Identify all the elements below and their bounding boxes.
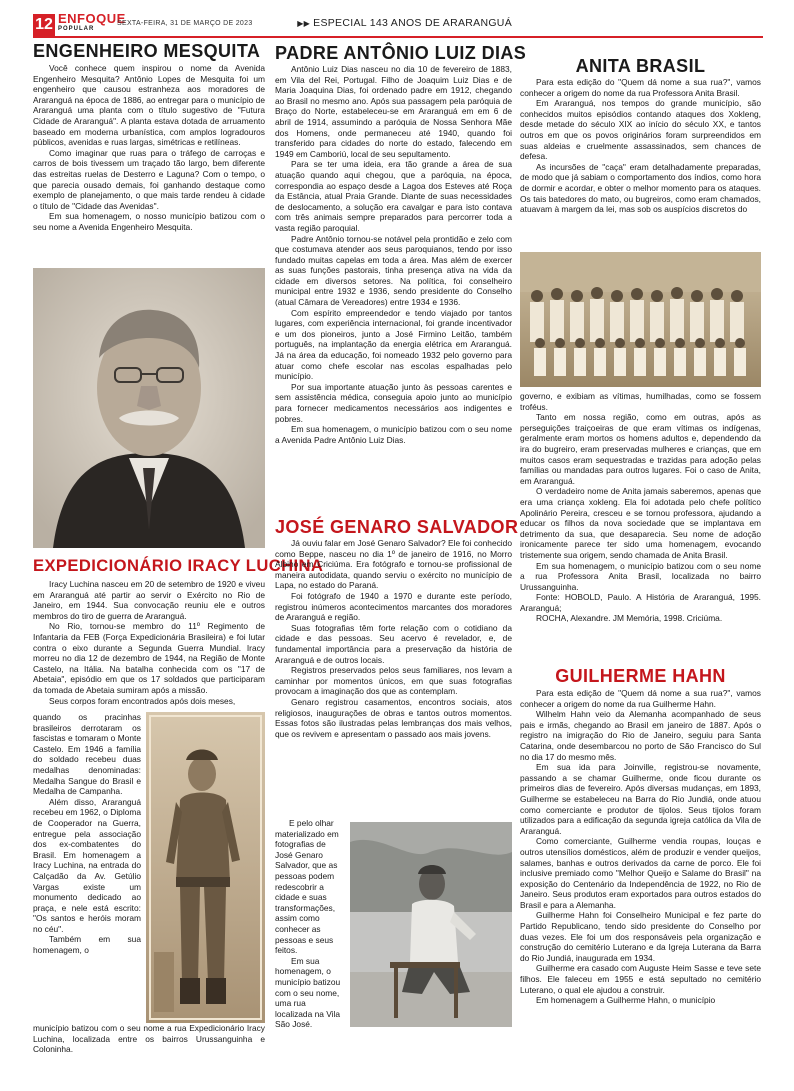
paragraph: Em sua homenagem, o município batizou com o seu nome a Avenida Padre Antônio Luiz Dias. [275, 424, 512, 445]
article-body [275, 64, 512, 445]
section-title [297, 17, 512, 29]
paragraph: Antônio Luiz Dias nasceu no dia 10 de fevereiro de 1883, em Vila del Rei, Portugal. Filho de Joaquim Luiz Dias e de Maria Joaquina Dias, foi ordenado padre em 1912, chegando ao Brasil no mesmo ano. Após sua passagem pela paróquia de Braço do Norte, estabeleceu-se em Araranguá em em 6 de abril de 1914, assumindo a paróquia de Nossa Senhora Mãe dos Homens, onde permaneceu até 1940, quando foi transferido para cidades do norte do estado, falecendo em 1949 em Camboriú, local de seu sepultamento. [275, 64, 512, 159]
paragraph: Em sua homenagem, o município batizou com o seu nome a rua Professora Anita Brasil, localizada no bairro Urussanguinha. [520, 560, 761, 592]
luchina-side-text [33, 712, 141, 956]
genaro-side-text [275, 818, 345, 1030]
source-credit: ROCHA, Alexandre. JM Memória, 1998. Criciúma. [536, 613, 723, 624]
luchina-soldier-photo [146, 712, 265, 1023]
portrait-illustration [33, 268, 265, 548]
paragraph: município batizou com o seu nome a rua Expedicionário Iracy Luchina, localizada entre os bairros Urussanguinha e Coloninha. [33, 1023, 265, 1055]
soldier-illustration [146, 712, 265, 1023]
paragraph: Wilhelm Hahn veio da Alemanha acompanhado de seus pais e irmãs, chegando ao Brasil em janeiro de 1887. Após o registro na imigração do Rio de Janeiro, seguiu para Santa Catarina, onde desembarcou no porto de São Francisco do Sul no dia 17 do mesmo mês. [520, 709, 761, 762]
page-header [0, 0, 794, 38]
article-mesquita [33, 41, 265, 233]
paragraph: Seus corpos foram encontrados após dois meses, [49, 695, 236, 706]
paragraph: Em sua homenagem, o município batizou com o seu nome, uma rua localizada na Vila São José. [275, 955, 341, 1030]
article-title: ANITA BRASIL [575, 56, 706, 76]
paragraph: E pelo olhar materializado em fotografias de José Genaro Salvador, que as pessoas podem redescobrir a cidade e suas transformações, assim como conhecer as pessoas e seus feitos. [275, 818, 339, 956]
article-title: EXPEDICIONÁRIO IRACY LUCHINA [33, 556, 324, 575]
article-luchina [33, 556, 324, 706]
paragraph: Por sua importante atuação junto às pessoas carentes e sem assistência médica, conseguia apoio junto ao município para fornecer medicamentos necessários aos indigentes e pobres. [275, 381, 512, 424]
paragraph: Já ouviu falar em José Genaro Salvador? Ele foi conhecido como Beppe, nasceu no dia 1º de janeiro de 1916, no Morro Albino em Criciúma. Era fotógrafo e tornou-se profissional de maneira autodidata, quando serviu o exército no município de Lapa, no estado do Paraná. [275, 538, 512, 591]
anita-body-continued [520, 391, 761, 624]
double-arrow-icon: ▶▶ [297, 19, 311, 28]
article-body [33, 579, 265, 706]
section-label: ESPECIAL 143 ANOS DE ARARANGUÁ [313, 17, 512, 29]
paragraph: Você conhece quem inspirou o nome da Avenida Engenheiro Mesquita? Antônio Lopes de Mesquita foi um engenheiro que causou estranheza aos moradores de Araranguá na época de 1886, ao entregar para o município de Araranguá uma planta com o título sugestivo de "Futura Cidade de Araranguá". A planta estava dotada de arruamento baseado em moderna urbanística, com amplos logradouros públicos, avenidas e ruas largas, simétricas e retilíneas. [33, 63, 265, 148]
paragraph: No Rio, tornou-se membro do 11º Regimento de Infantaria da FEB (Força Expedicionária Brasileira) e foi lutar contra o eixo durante a Segunda Guerra Mundial. Iracy morreu no dia 12 de dezembro de 1944, na Região de Monte Castelo, na Itália. Na batalha conhecida com os "17 de Abetaia", episódio em que os 17 soldados que participaram da tomada de Abetaia sumiram após a missão. [33, 621, 265, 695]
paragraph: Para esta edição de "Quem dá nome a sua rua?", vamos conhecer a origem do nome da rua Guilherme Hahn. [520, 688, 761, 709]
article-genaro [275, 517, 519, 739]
article-hahn [520, 666, 761, 1006]
paragraph: Suas fotografias têm forte relação com o cotidiano da cidade e das pessoas. Seu acervo é revelador, e, de fundamental importância para a preservação da história de Araranguá e de outros locais. [275, 622, 512, 665]
paragraph: Em sua homenagem, o nosso município batizou com o seu nome a Avenida Engenheiro Mesquita. [33, 211, 265, 232]
paragraph: governo, e exibiam as vítimas, humilhadas, como se fossem troféus. [520, 391, 761, 412]
article-title: PADRE ANTÔNIO LUIZ DIAS [275, 43, 527, 63]
paragraph: Registros preservados pelos seus familiares, nos levam a caminhar por momentos únicos, em que suas fotografias provocam a imaginação dos que as contemplam. [275, 665, 512, 697]
mesquita-portrait-photo [33, 268, 265, 548]
article-title: ENGENHEIRO MESQUITA [33, 41, 261, 61]
genaro-photographer-photo [350, 822, 512, 1027]
article-padre [275, 43, 527, 445]
paragraph: Além disso, Araranguá recebeu em 1962, o Diploma de Cooperador na Guerra, entregue pela associação dos ex-combatentes do Brasil. Em homenagem a Iracy Luchina, na entrada do Calçadão da Av. Getúlio Vargas existe um monumento dedicado ao praça, e nele está escrito: "Os santos e heróis moram no céu". [33, 796, 141, 934]
paragraph: Para esta edição do "Quem dá nome a sua rua?", vamos conhecer a origem do nome da rua Professora Anita Brasil. [520, 77, 761, 98]
paragraph: O verdadeiro nome de Anita jamais saberemos, apenas que era uma criança xokleng. Ela foi adotada pelo chefe político Apolinário Pereira, cresceu e se tornou professora, ajudando a educar os filhos da nova sociedade que se implantava em detrimento da sua, que desaparecia. Seu nome de adoção ironicamente parece ter sido uma homenagem, evocando tristemente sua origem, sendo chamada de Anita Brasil. [520, 486, 761, 560]
article-body [275, 538, 512, 739]
paragraph: Guilherme Hahn foi Conselheiro Municipal e fez parte do Partido Republicano, tendo sido presidente do Conselho por duas vezes. Ele foi um dos responsáveis pela organização e construção do cemitério Luterano e da Igreja Luterana da Barra do Rio Jundiá, inaugurada em 1934. [520, 910, 761, 963]
dateline: SEXTA-FEIRA, 31 DE MARÇO DE 2023 [117, 20, 253, 27]
brand-logo [58, 13, 126, 33]
paragraph: Em Araranguá, nos tempos do grande município, são conhecidos muitos episódios contando ataques dos Xokleng, desde metade do século XIX ao início do século XX, e tantos outros em que os povos originários foram surpreendidos em suas aldeias e cruelmente assassinados, sem chances de defesa. [520, 98, 761, 162]
anita-class-photo [520, 252, 761, 387]
photographer-illustration [350, 822, 512, 1027]
paragraph: Com espírito empreendedor e tendo viajado por tantos lugares, com experiência internacional, foi grande incentivador e um dos pioneiros, junto a José Firmino Leitão, também português, na implantação da energia elétrica em Araranguá. Já na área da educação, foi nomeado 1932 pelo governo para atuar como chefe escolar nas escolas espalhadas pelo município. [275, 307, 512, 382]
paragraph: Tanto em nossa região, como em outras, após as perseguições traiçoeiras de que eram vítimas os indígenas, geralmente eram mortos os homens adultos e, dependendo da ira do bugreiro, eram preservadas mulheres e crianças, que em muitos casos eram sequestradas e trazidas para adoção pelas famílias ou mandadas para outros lugares. Foi o caso de Anita, em Araranguá. [520, 412, 761, 486]
luchina-bottom-text [33, 1023, 265, 1055]
paragraph: Como comerciante, Guilherme vendia roupas, louças e outros utensílios domésticos, além de produzir e vender queijos, salames, banhas e outros derivados da carne de porco. Ele foi inclusive premiado como "Melhor Queijo e Salame do Brasil" na exposição do Centenário da Independência de 1922, no Rio de Janeiro. Seus produtos eram exportados para outros estados do Brasil e para a Alemanha. [520, 836, 761, 910]
article-body [33, 63, 265, 233]
paragraph: Iracy Luchina nasceu em 20 de setembro de 1920 e viveu em Araranguá até partir ao servir o Exército no Rio de Janeiro, em 1944. Sua convocação reuniu ele e outros membros do tiro de guerra de Araranguá. [33, 579, 265, 621]
paragraph: quando os pracinhas brasileiros derrotaram os fascistas e tomaram o Monte Castelo. Em 1946 a família do soldado recebeu duas medalhas denominadas: Medalha Sangue do Brasil e Medalha de Campanha. [33, 712, 141, 797]
paragraph: Genaro registrou casamentos, encontros sociais, atos religiosos, inaugurações de obras e tantos outros momentos. Essas fotos são ilustradas pelas lembranças dos mais velhos, que os revivem e apresentam o passado aos mais jovens. [275, 696, 512, 739]
brand-top: ENFOQUE [58, 11, 126, 26]
page-number: 12 [33, 14, 55, 36]
brand-bottom: POPULAR [58, 26, 95, 32]
paragraph: Guilherme era casado com Auguste Heim Sasse e teve sete filhos. Ele faleceu em 1955 e está sepultado no cemitério Luterano, o qual ele ajudou a construir. [520, 963, 761, 995]
article-title: JOSÉ GENARO SALVADOR [275, 517, 519, 537]
paragraph: As incursões de "caça" eram detalhadamente preparadas, de modo que já sabiam o comportamento dos índios, como hora de dormir e acordar, e obter o melhor momento para os ataques. Os tais batedores do mato, ou bugreiros, como eram chamados, atuavam à margem da lei, mas sob os auspícios discretos do [520, 161, 761, 215]
paragraph: Também em sua homenagem, o [33, 934, 141, 956]
paragraph: Como imaginar que ruas para o tráfego de carroças e carros de bois tivessem um traçado tão largo, bem diferente das estreitas ruelas de Desterro e Laguna? Com o tempo, o que parecia ousado demais, foi ganhando destaque como exemplo de planejamento, o que mais tarde rendeu à cidade o título de "Cidade das Avenidas". [33, 147, 265, 211]
source-credit: Fonte: HOBOLD, Paulo. A História de Araranguá, 1995. Araranguá; [520, 592, 761, 613]
paragraph: Em sua ida para Joinville, registrou-se novamente, passando a se chamar Guilherme, onde ficou durante os primeiros dias de fevereiro. Após diversas mudanças, em 1893, Guilherme se estabeleceu na Barra do Rio Jundiá, onde atuou como comerciante e produtor de tijolos. Seus tijolos foram utilizados para a edificação da segunda igreja católica da Vila de Araranguá. [520, 762, 761, 836]
article-anita [520, 56, 761, 215]
article-body [520, 688, 761, 1006]
class-group-illustration [520, 252, 761, 387]
paragraph: Em homenagem a Guilherme Hahn, o município [536, 995, 716, 1006]
article-body [520, 77, 761, 215]
paragraph: Padre Antônio tornou-se notável pela prontidão e zelo com que costumava atender aos seus paroquianos, tendo por isso fundado muitas capelas em toda a área. Mas além de exercer as suas funções pastorais, tinha presença ativa na vida da cidade em diversos setores. Na política, foi conselheiro municipal entre 1932 e 1936, sendo presidente do Conselho (atual Câmara de Vereadores) entre 1934 e 1936. [275, 233, 512, 308]
paragraph: Para se ter uma ideia, era tão grande a área de sua atuação quando aqui chegou, que a paróquia, na época, correspondia ao espaço desde a Lagoa dos Esteves até Roça da Estância, atual Praia Grande. Diante de suas necessidades de deslocamento, a solução era cavalgar e para isto contava com três animais sempre preparados para percorrer toda a vasta região paroquial. [275, 159, 512, 233]
paragraph: Foi fotógrafo de 1940 a 1970 e durante este período, registrou inúmeros acontecimentos marcantes dos moradores de Araranguá e região. [275, 590, 512, 623]
article-title: GUILHERME HAHN [555, 666, 726, 686]
header-rule [33, 36, 763, 38]
